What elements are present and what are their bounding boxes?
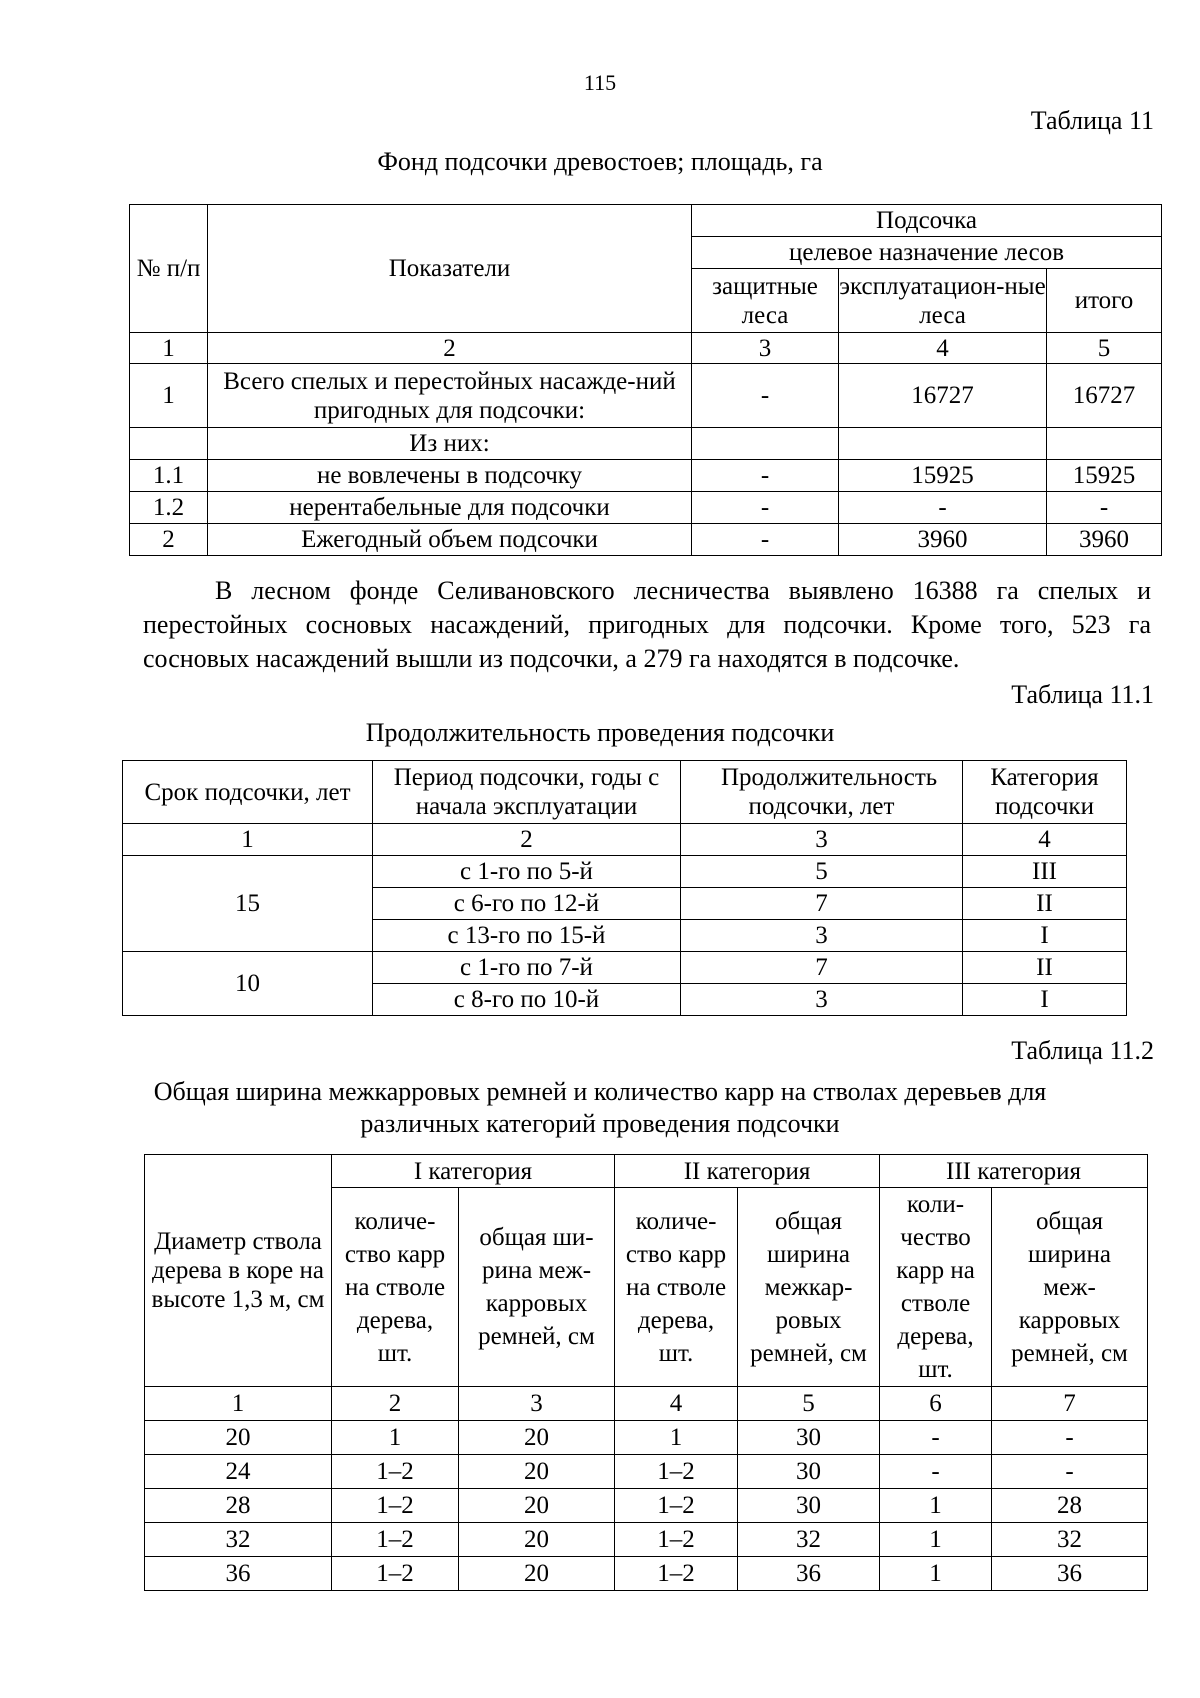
duration-value: 7	[681, 952, 963, 984]
header-indicators: Показатели	[208, 205, 692, 333]
cell: 1–2	[332, 1489, 459, 1523]
table-row	[130, 428, 1162, 460]
cell: 1–2	[332, 1523, 459, 1557]
header-category-2: II категория	[615, 1155, 880, 1188]
row-value: 16727	[839, 364, 1047, 428]
cell: 36	[145, 1557, 332, 1591]
cell: 30	[738, 1489, 880, 1523]
row-value: 16727	[1047, 364, 1162, 428]
cell: 28	[145, 1489, 332, 1523]
header-carr-count: количе-ство карр на стволе дерева, шт.	[332, 1188, 459, 1387]
row-num: 1	[130, 364, 208, 428]
category-value: I	[963, 984, 1127, 1016]
cell: 30	[738, 1421, 880, 1455]
term-value: 10	[123, 952, 373, 1016]
row-num	[130, 428, 208, 460]
duration-value: 5	[681, 856, 963, 888]
col-number: 2	[208, 333, 692, 364]
header-period: Период подсочки, годы с начала эксплуатации	[373, 761, 681, 824]
row-value	[839, 428, 1047, 460]
col-number: 4	[615, 1387, 738, 1421]
duration-value: 3	[681, 984, 963, 1016]
col-number: 6	[880, 1387, 992, 1421]
table-row	[145, 1557, 1148, 1591]
cell: 20	[459, 1557, 615, 1591]
table-row	[145, 1421, 1148, 1455]
cell: 1–2	[332, 1557, 459, 1591]
cell: 32	[145, 1523, 332, 1557]
row-num: 2	[130, 524, 208, 556]
table-11-label: Таблица 11	[1030, 106, 1154, 135]
col-number: 5	[1047, 333, 1162, 364]
table-11-2-label: Таблица 11.2	[1011, 1036, 1154, 1065]
row-value: 15925	[839, 460, 1047, 492]
row-value: -	[692, 364, 839, 428]
table-row	[145, 1455, 1148, 1489]
category-value: II	[963, 888, 1127, 920]
row-value	[692, 428, 839, 460]
cell: 36	[992, 1557, 1148, 1591]
header-protective: защитные леса	[692, 269, 839, 333]
header-purpose: целевое назначение лесов	[692, 237, 1162, 269]
row-value: -	[839, 492, 1047, 524]
row-value: -	[692, 460, 839, 492]
header-category-1: I категория	[332, 1155, 615, 1188]
header-belt-width: общая ши-рина меж-карровых ремней, см	[459, 1188, 615, 1387]
period-value: с 8-го по 10-й	[373, 984, 681, 1016]
col-number: 2	[332, 1387, 459, 1421]
cell: 1–2	[615, 1557, 738, 1591]
col-number: 3	[459, 1387, 615, 1421]
col-number: 7	[992, 1387, 1148, 1421]
period-value: с 6-го по 12-й	[373, 888, 681, 920]
header-belt-width: общая ширина меж-карровых ремней, см	[992, 1188, 1148, 1387]
header-exploitation: эксплуатацион-ные леса	[839, 269, 1047, 333]
category-value: I	[963, 920, 1127, 952]
col-number: 4	[839, 333, 1047, 364]
category-value: II	[963, 952, 1127, 984]
cell: 1	[880, 1489, 992, 1523]
table-row	[130, 492, 1162, 524]
table-row	[130, 460, 1162, 492]
cell: 20	[459, 1489, 615, 1523]
table-11-1-label: Таблица 11.1	[1011, 680, 1154, 709]
term-value: 15	[123, 856, 373, 952]
table-row	[130, 364, 1162, 428]
row-value	[1047, 428, 1162, 460]
header-carr-count: коли-чество карр на стволе дерева, шт.	[880, 1188, 992, 1387]
period-value: с 13-го по 15-й	[373, 920, 681, 952]
cell: 20	[459, 1421, 615, 1455]
page-number: 115	[583, 70, 617, 95]
row-num: 1.1	[130, 460, 208, 492]
row-value: 3960	[839, 524, 1047, 556]
cell: 20	[145, 1421, 332, 1455]
period-value: с 1-го по 7-й	[373, 952, 681, 984]
row-name: Всего спелых и перестойных насажде-ний пригодных для подсочки:	[208, 364, 692, 428]
row-name: Ежегодный объем подсочки	[208, 524, 692, 556]
table-11-1	[122, 760, 1127, 1016]
col-number: 4	[963, 824, 1127, 856]
header-category-3: III категория	[880, 1155, 1148, 1188]
table-row	[123, 952, 1127, 984]
cell: 28	[992, 1489, 1148, 1523]
cell: 30	[738, 1455, 880, 1489]
cell: 1–2	[332, 1455, 459, 1489]
table-11-title: Фонд подсочки древостоев; площадь, га	[377, 147, 823, 176]
header-belt-width: общая ширина межкар-ровых ремней, см	[738, 1188, 880, 1387]
row-value: -	[692, 492, 839, 524]
col-number: 2	[373, 824, 681, 856]
header-carr-count: количе-ство карр на стволе дерева, шт.	[615, 1188, 738, 1387]
header-duration: Продолжительность подсочки, лет	[681, 761, 963, 824]
header-num: № п/п	[130, 205, 208, 333]
cell: 32	[738, 1523, 880, 1557]
duration-value: 3	[681, 920, 963, 952]
cell: -	[992, 1421, 1148, 1455]
table-11	[129, 204, 1162, 556]
row-value: 3960	[1047, 524, 1162, 556]
cell: 1–2	[615, 1523, 738, 1557]
col-number: 1	[145, 1387, 332, 1421]
col-number: 3	[681, 824, 963, 856]
row-name: Из них:	[208, 428, 692, 460]
table-11-2	[144, 1154, 1148, 1591]
duration-value: 7	[681, 888, 963, 920]
cell: 1	[880, 1557, 992, 1591]
row-name: нерентабельные для подсочки	[208, 492, 692, 524]
header-category: Категория подсочки	[963, 761, 1127, 824]
period-value: с 1-го по 5-й	[373, 856, 681, 888]
table-row	[145, 1523, 1148, 1557]
row-num: 1.2	[130, 492, 208, 524]
table-row	[145, 1489, 1148, 1523]
header-total: итого	[1047, 269, 1162, 333]
header-diameter: Диаметр ствола дерева в коре на высоте 1,3 м, см	[145, 1155, 332, 1387]
category-value: III	[963, 856, 1127, 888]
cell: -	[992, 1455, 1148, 1489]
row-value: 15925	[1047, 460, 1162, 492]
col-number: 3	[692, 333, 839, 364]
row-value: -	[692, 524, 839, 556]
cell: 1	[332, 1421, 459, 1455]
table-row	[123, 856, 1127, 888]
cell: 36	[738, 1557, 880, 1591]
header-tapping: Подсочка	[692, 205, 1162, 237]
cell: -	[880, 1455, 992, 1489]
table-11-1-title: Продолжительность проведения подсочки	[365, 718, 835, 747]
body-paragraph: В лесном фонде Селивановского лесничества выявлено 16388 га спелых и перестойных сосновых насаждений, пригодных для подсочки. Кроме того, 523 га сосновых насаждений вышли из подсочки, а 279 га находятся в подсочке.	[143, 576, 1151, 673]
cell: 20	[459, 1455, 615, 1489]
col-number: 1	[130, 333, 208, 364]
cell: 20	[459, 1523, 615, 1557]
cell: 1	[615, 1421, 738, 1455]
col-number: 1	[123, 824, 373, 856]
col-number: 5	[738, 1387, 880, 1421]
cell: 1–2	[615, 1455, 738, 1489]
cell: 24	[145, 1455, 332, 1489]
cell: 1–2	[615, 1489, 738, 1523]
cell: 32	[992, 1523, 1148, 1557]
row-value: -	[1047, 492, 1162, 524]
header-term: Срок подсочки, лет	[123, 761, 373, 824]
table-row	[130, 524, 1162, 556]
cell: 1	[880, 1523, 992, 1557]
row-name: не вовлечены в подсочку	[208, 460, 692, 492]
table-11-2-title: Общая ширина межкарровых ремней и количество карр на стволах деревьев для различных категорий проведения подсочки	[153, 1077, 1047, 1138]
cell: -	[880, 1421, 992, 1455]
